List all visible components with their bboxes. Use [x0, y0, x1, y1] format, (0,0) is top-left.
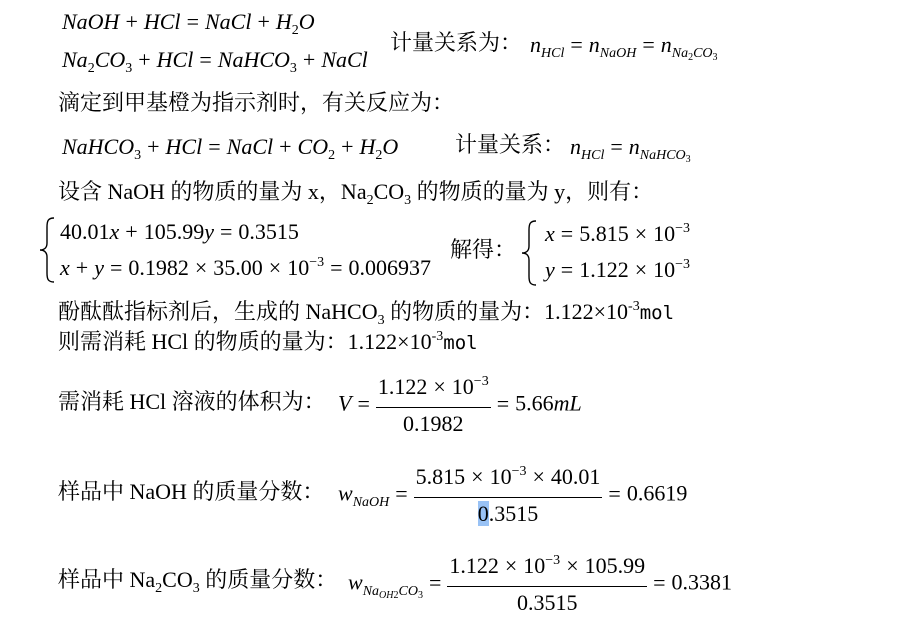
text-run: 则需消耗 HCl 的物质的量为：1.122×10 [58, 329, 432, 354]
number: 35.00 [213, 255, 263, 280]
operator: = [109, 255, 123, 280]
system-equation-2 [60, 254, 431, 286]
variable: x [545, 221, 555, 246]
number: 10 [489, 464, 512, 489]
variable: x [60, 255, 70, 280]
number: 40.01 [550, 464, 601, 489]
subscript: HCl [581, 148, 605, 163]
operator: = [610, 134, 623, 159]
variable: y [94, 255, 104, 280]
operator: + [147, 134, 160, 159]
operator: = [357, 390, 370, 416]
text-run: 样品中 Na [58, 567, 156, 592]
operator: + [125, 9, 138, 34]
subscript: 3 [289, 61, 297, 76]
na2co3-fraction-formula [348, 553, 732, 616]
solution-x [545, 220, 690, 252]
operator: + [125, 219, 138, 244]
operator: × [634, 221, 648, 246]
fraction [376, 374, 491, 437]
unit: mol [639, 302, 675, 324]
operator: = [186, 9, 199, 34]
stoichiometry-relation [530, 31, 718, 64]
naoh-fraction-label: 样品中 NaOH 的质量分数： [58, 479, 325, 504]
formula-term: NaHCO [62, 134, 135, 159]
number: 1.122 [579, 257, 629, 282]
operator: + [302, 47, 316, 72]
setup-sentence [58, 178, 653, 210]
subscript: 2 [87, 61, 95, 76]
superscript: -3 [431, 329, 444, 344]
variable: y [204, 219, 214, 244]
number: 105.99 [584, 553, 646, 578]
methyl-orange-intro: 滴定到甲基橙为指示剂时，有关反应为： [58, 90, 455, 115]
number: 105.99 [143, 219, 205, 244]
number: 5.815 [415, 464, 466, 489]
reaction-naoh-hcl [62, 8, 315, 40]
number: 0.6619 [626, 480, 688, 506]
number: 10 [523, 553, 546, 578]
superscript: −3 [545, 553, 561, 568]
subscript: 2 [366, 193, 374, 208]
naoh-fraction-formula [338, 464, 687, 527]
denominator: 0.1982 [403, 411, 464, 436]
number: 1.122 [449, 553, 499, 578]
operator: × [433, 374, 446, 399]
operator: = [395, 480, 408, 506]
formula-term: H [275, 9, 292, 34]
numerator [447, 553, 647, 587]
na2co3-fraction-label [58, 566, 337, 598]
formula-term: HCl [156, 47, 194, 72]
number: 5.66 [515, 390, 554, 416]
variable: w [348, 569, 363, 595]
variable: n [570, 134, 581, 159]
numerator [376, 374, 491, 408]
system-equation-1 [60, 218, 299, 246]
operator: × [566, 553, 579, 578]
subscript: 3 [125, 61, 133, 76]
operator: = [570, 32, 583, 57]
subscript: Na [671, 46, 689, 61]
subscript: 3 [134, 148, 142, 163]
operator: = [219, 219, 233, 244]
unit: mol [443, 332, 478, 354]
operator: + [279, 134, 292, 159]
formula-term: O [382, 134, 399, 159]
number: 0.3381 [671, 569, 733, 595]
subscript: 3 [404, 193, 412, 208]
hcl-moles-sentence [58, 328, 478, 360]
superscript: −3 [675, 221, 691, 236]
left-brace-solution [520, 220, 538, 286]
stoichiometry-label: 计量关系： [455, 132, 566, 157]
variable: w [338, 480, 353, 506]
sub-subscript: 2 [393, 589, 399, 601]
variable: x [109, 219, 120, 244]
volume-label: 需消耗 HCl 溶液的体积为： [58, 389, 326, 414]
subscript: CO [693, 46, 713, 61]
text-run: CO [373, 179, 405, 204]
superscript: -3 [628, 299, 640, 314]
number: 5.815 [579, 221, 629, 246]
formula-term: NaCl [204, 9, 252, 34]
formula-term: CO [94, 47, 126, 72]
operator: × [194, 255, 208, 280]
subscript: 2 [375, 148, 383, 163]
reaction-na2co3-hcl [62, 46, 368, 78]
fraction [414, 464, 603, 527]
subscript: NaHCO [639, 148, 686, 163]
subscript: 3 [192, 581, 200, 596]
operator: + [138, 47, 151, 72]
left-brace-system [38, 217, 56, 283]
superscript: −3 [473, 374, 489, 389]
operator: = [653, 569, 666, 595]
phenolphthalein-sentence [58, 298, 674, 330]
subscript: HCl [541, 46, 565, 61]
operator: + [75, 255, 89, 280]
text-run: 的质量分数： [199, 567, 338, 592]
formula-term: Na [62, 47, 88, 72]
formula-term: NaOH [62, 9, 120, 34]
number: 0.006937 [348, 255, 432, 280]
number: 10 [451, 374, 474, 399]
formula-term: HCl [165, 134, 203, 159]
operator: = [199, 47, 212, 72]
variable: n [530, 32, 541, 57]
sub-subscript: 3 [417, 589, 423, 601]
subscript: NaOH [599, 46, 637, 61]
formula-term: NaCl [226, 134, 274, 159]
reaction-nahco3-hcl [62, 133, 398, 165]
numerator [414, 464, 603, 498]
denominator: 0.3515 [516, 590, 578, 615]
variable: n [588, 32, 600, 57]
number: 0.1982 [128, 255, 189, 280]
sub-subscript: OH [379, 589, 394, 601]
solution-y [545, 256, 690, 288]
operator: = [608, 480, 621, 506]
subscript: 2 [291, 23, 299, 38]
operator: = [496, 390, 510, 416]
superscript: −3 [511, 464, 527, 479]
subscript: Na [362, 583, 380, 599]
subscript: 2 [155, 581, 163, 596]
operator: × [532, 464, 545, 489]
fraction [447, 553, 647, 616]
text-run: 的物质的量为：1.122×10 [384, 299, 629, 324]
formula-term: H [359, 134, 376, 159]
number: 40.01 [60, 219, 110, 244]
operator: = [560, 221, 574, 246]
text-run: CO [162, 567, 193, 592]
unit: mL [553, 390, 582, 416]
operator: = [560, 257, 574, 282]
number: 0.3515 [238, 219, 299, 244]
formula-term: NaHCO [217, 47, 290, 72]
sub-subscript: 3 [685, 154, 691, 165]
stoichiometry-label: 计量关系为： [390, 30, 523, 55]
variable: y [545, 257, 555, 282]
number: 10 [653, 221, 676, 246]
text-run: 的物质的量为 y，则有： [411, 179, 654, 204]
operator: × [634, 257, 648, 282]
formula-term: HCl [143, 9, 181, 34]
superscript: −3 [675, 257, 691, 272]
formula-term: O [298, 9, 315, 34]
text-run: 设含 NaOH 的物质的量为 x，Na [58, 179, 367, 204]
variable: V [338, 390, 352, 416]
number: 1.122 [377, 374, 428, 399]
solution-label: 解得： [450, 237, 517, 262]
subscript: 2 [328, 148, 336, 163]
operator: × [504, 553, 518, 578]
variable: n [660, 32, 672, 57]
number: 10 [287, 255, 310, 280]
operator: × [471, 464, 484, 489]
text-selection-highlight[interactable]: 0 [477, 501, 489, 526]
operator: = [330, 255, 343, 280]
operator: + [341, 134, 354, 159]
sub-subscript: 2 [688, 52, 694, 63]
operator: = [428, 569, 442, 595]
text-run: 酚酞酞指标剂后，生成的 NaHCO [58, 299, 378, 324]
subscript: 3 [377, 313, 385, 328]
formula-term: CO [297, 134, 329, 159]
operator: + [257, 9, 270, 34]
superscript: −3 [309, 255, 325, 270]
operator: = [642, 32, 655, 57]
formula-term: NaCl [321, 47, 368, 72]
sub-subscript: 3 [712, 52, 718, 63]
number: .3515 [488, 501, 539, 526]
denominator [414, 498, 603, 527]
operator: = [208, 134, 221, 159]
stoichiometry-relation [570, 133, 691, 166]
operator: × [268, 255, 282, 280]
variable: n [628, 134, 640, 159]
number: 10 [653, 257, 676, 282]
volume-formula [338, 374, 582, 437]
subscript: CO [398, 583, 418, 599]
subscript: NaOH [352, 494, 390, 510]
